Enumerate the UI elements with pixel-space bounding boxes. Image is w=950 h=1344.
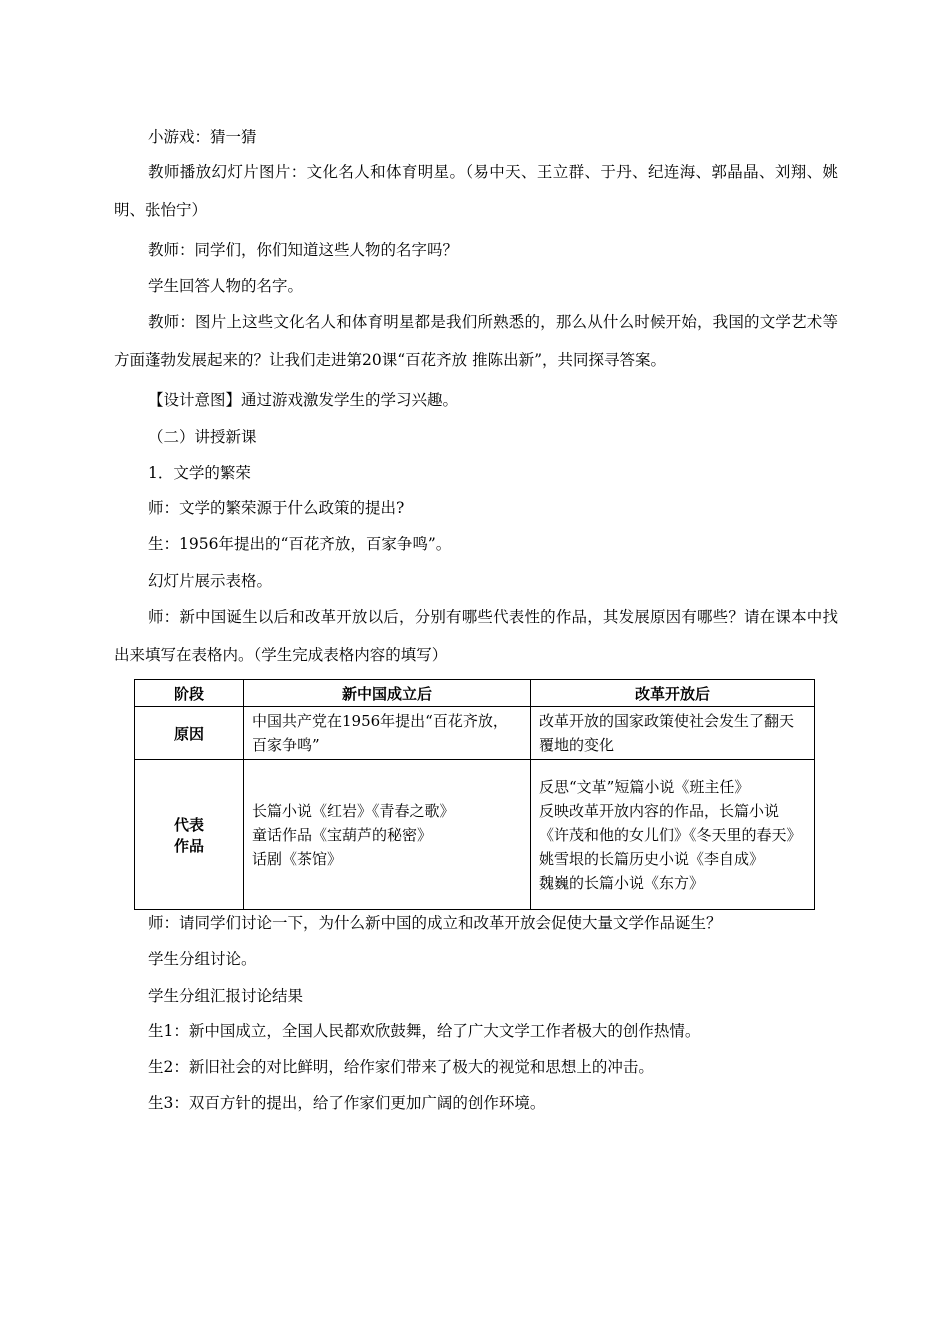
list-item: 反映改革开放内容的作品，长篇小说《许茂和他的女儿们》《冬天里的春天》 <box>539 801 802 844</box>
table-row <box>135 760 815 910</box>
student-3-answer: 生3：双百方针的提出，给了作家们更加广阔的创作环境。 <box>148 1094 546 1112</box>
header-stage: 阶段 <box>135 680 244 707</box>
teacher-intro-paragraph: 教师：图片上这些文化名人和体育明星都是我们所熟悉的，那么从什么时候开始，我国的文学艺术等方面蓬勃发展起来的？让我们走进第20课“百花齐放 推陈出新”，共同探寻答案。 <box>114 313 838 369</box>
group-discussion: 学生分组讨论。 <box>148 950 257 968</box>
teacher-table-instruction: 师：新中国诞生以后和改革开放以后，分别有哪些代表性的作品，其发展原因有哪些？请在课本中找出来填写在表格内。（学生完成表格内容的填写） <box>114 608 838 664</box>
design-intent: 【设计意图】通过游戏激发学生的学习兴趣。 <box>148 391 459 409</box>
list-item: 话剧《茶馆》 <box>252 849 343 868</box>
table-row <box>135 707 815 760</box>
row-label-works-l2: 作品 <box>173 836 204 855</box>
student-2-answer: 生2：新旧社会的对比鲜明，给作家们带来了极大的视觉和思想上的冲击。 <box>148 1058 654 1076</box>
list-item: 长篇小说《红岩》《青春之歌》 <box>252 801 455 820</box>
cell-cause-new-china: 中国共产党在1956年提出“百花齐放，百家争鸣” <box>244 707 531 760</box>
header-new-china: 新中国成立后 <box>244 680 531 707</box>
student-1-answer: 生1：新中国成立，全国人民都欢欣鼓舞，给了广大文学工作者极大的创作热情。 <box>148 1022 701 1040</box>
section-heading: （二）讲授新课 <box>148 428 257 446</box>
game-title: 小游戏：猜一猜 <box>148 128 257 146</box>
literature-table <box>134 679 815 910</box>
table-header-row <box>135 680 815 707</box>
list-item: 魏巍的长篇小说《东方》 <box>539 873 705 892</box>
cell-cause-reform: 改革开放的国家政策使社会发生了翻天覆地的变化 <box>531 707 815 760</box>
header-reform: 改革开放后 <box>531 680 815 707</box>
row-label-cause: 原因 <box>135 707 244 760</box>
row-label-works <box>135 760 244 910</box>
cell-works-new-china <box>244 760 531 910</box>
teacher-discussion-question: 师：请同学们讨论一下，为什么新中国的成立和改革开放会促使大量文学作品诞生？ <box>148 914 722 932</box>
group-report: 学生分组汇报讨论结果 <box>148 987 304 1005</box>
teacher-question: 教师：同学们，你们知道这些人物的名字吗？ <box>148 241 459 259</box>
student-answer-2: 生：1956年提出的“百花齐放，百家争鸣”。 <box>148 535 452 553</box>
list-item: 反思“文革”短篇小说《班主任》 <box>539 777 750 796</box>
cell-works-reform <box>531 760 815 910</box>
student-answer: 学生回答人物的名字。 <box>148 277 304 295</box>
list-item: 姚雪垠的长篇历史小说《李自成》 <box>539 849 765 868</box>
list-item: 童话作品《宝葫芦的秘密》 <box>252 825 433 844</box>
subsection-heading: 1．文学的繁荣 <box>148 464 251 482</box>
slide-table-note: 幻灯片展示表格。 <box>148 572 273 590</box>
teacher-question-2: 师：文学的繁荣源于什么政策的提出? <box>148 499 405 517</box>
row-label-works-l1: 代表 <box>173 815 204 834</box>
teacher-slides-paragraph: 教师播放幻灯片图片：文化名人和体育明星。（易中天、王立群、于丹、纪连海、郭晶晶、刘翔、姚明、张怡宁） <box>114 163 838 219</box>
